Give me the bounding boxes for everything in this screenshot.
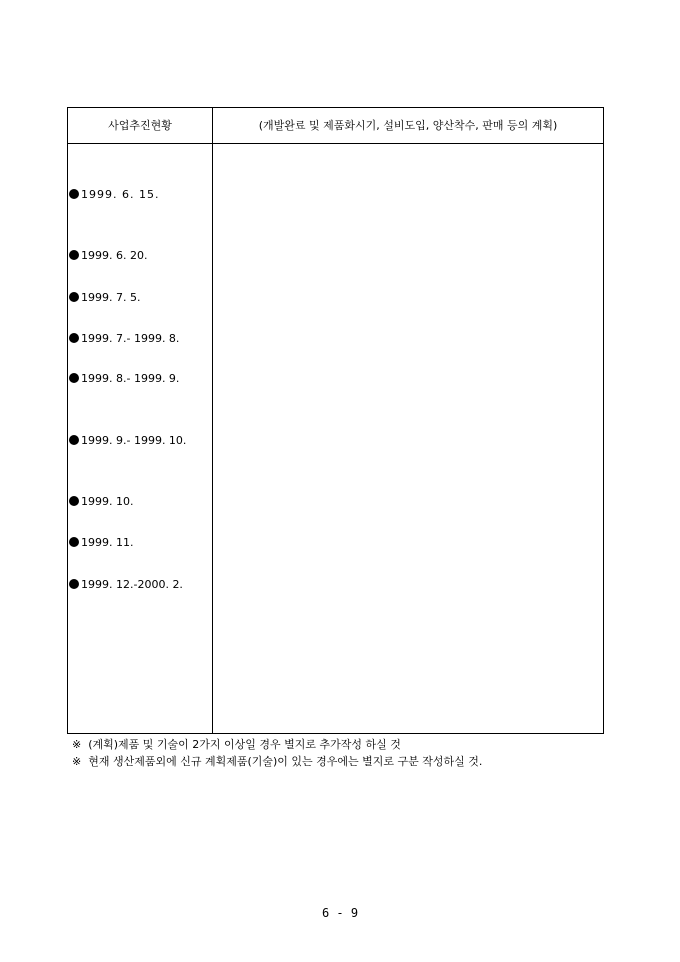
table-header-row — [68, 108, 603, 144]
timeline-entry — [69, 534, 133, 550]
bullet-icon — [69, 496, 79, 506]
bullet-icon — [69, 250, 79, 260]
footnote-text: (계획)제품 및 기술이 2가지 이상일 경우 별지로 추가작성 하실 것 — [88, 738, 401, 751]
bullet-icon — [69, 435, 79, 445]
timeline-date: 1999. 6. 20. — [81, 248, 148, 262]
timeline-entry — [69, 247, 147, 263]
timeline-date: 1999. 7. 5. — [81, 290, 141, 304]
timeline-entry — [69, 370, 179, 386]
timeline-date: 1999. 12.-2000. 2. — [81, 577, 183, 591]
note-mark-icon: ※ — [72, 755, 82, 768]
note-mark-icon: ※ — [72, 738, 82, 751]
column-divider — [212, 108, 213, 733]
timeline-date: 1999. 8.- 1999. 9. — [81, 371, 180, 385]
timeline-entry — [69, 289, 140, 305]
timeline-date: 1999. 10. — [81, 494, 134, 508]
timeline-entry — [69, 186, 159, 202]
footnote-line — [72, 753, 482, 770]
header-business-status: 사업추진현황 — [108, 119, 172, 132]
bullet-icon — [69, 537, 79, 547]
bullet-icon — [69, 373, 79, 383]
bullet-icon — [69, 579, 79, 589]
footnote-text: 현재 생산제품외에 신규 계획제품(기술)이 있는 경우에는 별지로 구분 작성하실 것. — [88, 755, 483, 768]
timeline-entry — [69, 432, 186, 448]
timeline-entry — [69, 576, 183, 592]
footnote-line — [72, 736, 482, 753]
plan-table — [67, 107, 604, 734]
bullet-icon — [69, 333, 79, 343]
timeline-date: 1999. 11. — [81, 535, 134, 549]
footnotes — [72, 736, 482, 770]
timeline-date: 1999. 9.- 1999. 10. — [81, 433, 187, 447]
page-number: 6 - 9 — [321, 906, 359, 920]
timeline-date: 1999. 7.- 1999. 8. — [81, 331, 180, 345]
timeline-entry — [69, 493, 133, 509]
bullet-icon — [69, 189, 79, 199]
timeline-date: 1999. 6. 15. — [81, 187, 160, 201]
timeline-entry — [69, 330, 179, 346]
bullet-icon — [69, 292, 79, 302]
header-plan-description: (개발완료 및 제품화시기, 설비도입, 양산착수, 판매 등의 계획) — [258, 119, 558, 132]
